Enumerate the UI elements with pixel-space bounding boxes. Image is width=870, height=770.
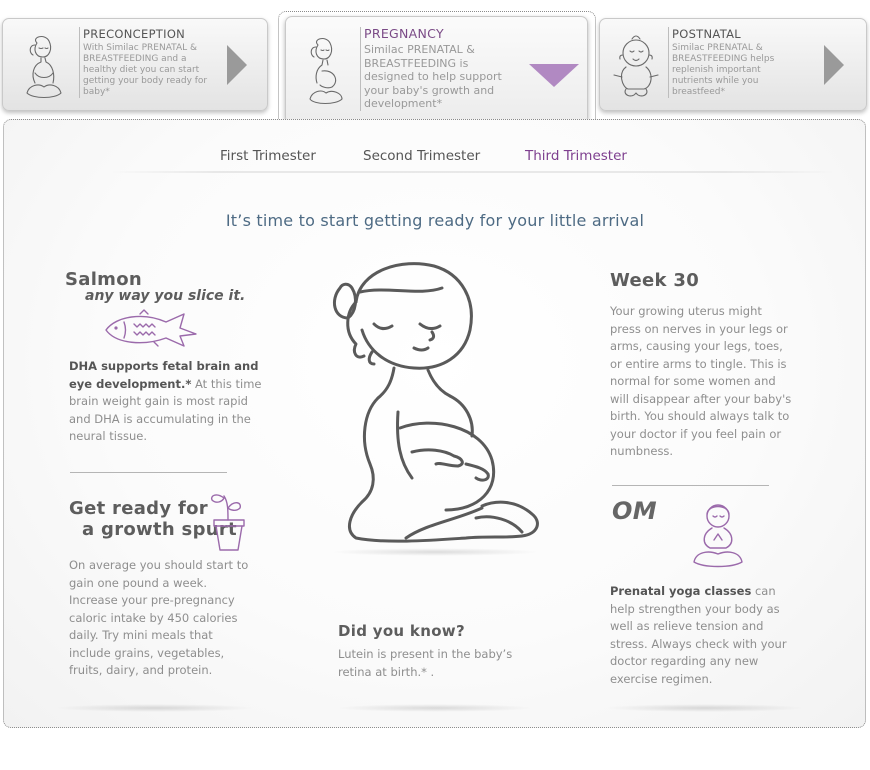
- tab-preconception[interactable]: [2, 18, 268, 111]
- tab-description: Similac PRENATAL & BREASTFEEDING is designed to help support your baby's growth and development*: [364, 43, 502, 110]
- tab-third-trimester[interactable]: Third Trimester: [525, 148, 627, 164]
- arrow-right-icon: [225, 43, 249, 87]
- growth-title-line2: a growth spurt: [82, 519, 237, 540]
- trimester-nav-divider: [110, 171, 835, 173]
- tab-description: With Similac PRENATAL & BREASTFEEDING and a healthy diet you can start getting your body ready for baby*: [83, 43, 208, 97]
- growth-text: On average you should start to gain one pound a week. Increase your pre-pregnancy caloric intake by 450 calories daily. Try mini meals that include grains, vegetables, fruits, dairy, and protein.: [69, 558, 249, 677]
- salmon-text: [69, 358, 264, 446]
- tab-pregnancy-text: [360, 27, 514, 111]
- tab-first-trimester[interactable]: First Trimester: [220, 148, 316, 164]
- didyouknow-text: Lutein is present in the baby’s retina at birth.* .: [338, 647, 513, 679]
- salmon-title: Salmon: [65, 269, 143, 290]
- pregnant-woman-illustration: [316, 252, 546, 552]
- fish-icon: [100, 308, 200, 350]
- om-text: [610, 583, 790, 688]
- tab-postnatal-text: [668, 27, 802, 98]
- growth-title-line1: Get ready for: [69, 498, 208, 519]
- divider: [612, 485, 769, 486]
- meditating-woman-icon: [15, 33, 73, 103]
- didyouknow-title: Did you know?: [338, 622, 465, 640]
- tab-title: PRECONCEPTION: [83, 27, 186, 41]
- tab-second-trimester[interactable]: Second Trimester: [363, 148, 481, 164]
- tab-title: PREGNANCY: [364, 26, 444, 41]
- page-headline: It’s time to start getting ready for your little arrival: [225, 211, 645, 230]
- om-title: OM: [612, 497, 657, 525]
- baby-icon: [608, 33, 666, 103]
- week-text: Your growing uterus might press on nerves in your legs or arms, causing your legs, toes, or entire arms to tingle. This is normal for some women and will disappear after your baby's birth. You should always talk to your doctor if you feel pain or numbness.: [610, 304, 792, 458]
- column-shadow: [55, 704, 255, 712]
- tab-description: Similac PRENATAL & BREASTFEEDING helps replenish important nutrients while you breastfeed*: [672, 43, 775, 97]
- salmon-subtitle: any way you slice it.: [85, 288, 246, 304]
- salmon-bold-text: DHA supports fetal brain and eye development.*: [69, 359, 259, 391]
- om-body-text: can help strengthen your body as well as relieve tension and stress. Always check with your doctor regarding any new exercise regimen.: [610, 584, 787, 686]
- column-shadow: [605, 704, 805, 712]
- tab-pregnancy[interactable]: [285, 16, 588, 124]
- om-bold-text: Prenatal yoga classes: [610, 584, 752, 598]
- salmon-body-text: At this time brain weight gain is most rapid and DHA is accumulating in the neural tissue.: [69, 376, 262, 443]
- tab-postnatal[interactable]: [599, 18, 867, 111]
- sprout-pot-icon: [206, 490, 250, 552]
- arrow-down-icon: [528, 63, 580, 89]
- divider: [70, 472, 227, 473]
- tab-preconception-text: [79, 27, 213, 98]
- yoga-woman-icon: [688, 500, 748, 570]
- arrow-right-icon: [822, 43, 846, 87]
- column-shadow: [335, 704, 535, 712]
- pregnant-woman-icon: [296, 37, 354, 107]
- illustration-shadow: [330, 548, 540, 556]
- tab-title: POSTNATAL: [672, 27, 741, 41]
- week-title: Week 30: [610, 270, 700, 291]
